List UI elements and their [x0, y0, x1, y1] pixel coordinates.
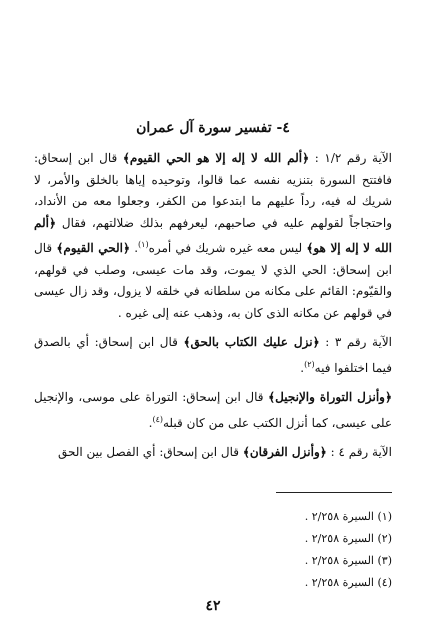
commentary-text: قال ابن إسحاق: أي الفصل بين الحق: [57, 445, 243, 459]
commentary-text: .: [300, 360, 305, 375]
footnote-ref: (١): [138, 240, 149, 249]
commentary-text: قال ابن إسحاق: الحي الذي لا يموت، وقد مات عيسى، وصلب في قولهم، والقيّوم: القائم على مكانه من سلطانه في خلقه لا يزول، وقد زال عيسى في قولهم عن مكانه الذى كان به، وذهب عنه إلى غيره .: [34, 241, 392, 320]
verse-quote: ﴿وأنزل التوراة والإنجيل﴾: [268, 390, 392, 404]
verse-number: الآية رقم ٣ :: [319, 335, 393, 349]
verse-quote: ﴿ألم الله لا إله إلا هو﴾: [34, 215, 392, 255]
verse-number: الآية رقم ١/٢ :: [309, 151, 393, 165]
footnote: (٣) السيرة ٢/٢٥٨ .: [304, 554, 392, 567]
commentary-text: ليس معه غيره شريك في أمره: [148, 241, 307, 255]
commentary-text: قال ابن إسحاق: فافتتح السورة بتنزيه نفسه عما قالوا، وتوحيده إياها بالخلق والأمر، لا شريك له فيه، رداً عليهم ما ابتدعوا من الكفر، وجعلوا معه من الأنداد، واحتجاجاً لقولهم عليه في صاحبهم، ليعرفهم بذلك ضلالتهم، فقال: [34, 151, 392, 230]
page-number: ٤٢: [205, 598, 221, 614]
paragraph-verse-3: [34, 332, 392, 379]
paragraph-torah-injil: [34, 387, 392, 434]
footnote-ref: (٢): [304, 359, 315, 369]
commentary-body: [34, 148, 392, 472]
verse-quote: ﴿ألم الله لا إله إلا هو الحي القيوم﴾: [122, 151, 310, 165]
commentary-text: .: [130, 241, 139, 255]
footnote-ref: (٤): [152, 414, 163, 424]
footnote: (٢) السيرة ٢/٢٥٨ .: [304, 532, 392, 545]
verse-quote: ﴿نزل عليك الكتاب بالحق﴾: [183, 335, 320, 349]
section-heading: ٤- تفسير سورة آل عمران: [136, 120, 290, 136]
verse-quote: ﴿الحي القيوم﴾: [56, 241, 130, 255]
commentary-text: قال ابن إسحاق: أي بالصدق فيما اختلفوا فيه: [34, 335, 392, 375]
commentary-text: .: [148, 415, 153, 430]
paragraph-verse-4: [34, 442, 392, 464]
footnotes: [192, 506, 392, 594]
paragraph-verse-1-2: [34, 148, 392, 324]
footnote: (١) السيرة ٢/٢٥٨ .: [304, 510, 392, 523]
commentary-text: قال ابن إسحاق: التوراة على موسى، والإنجيل على عيسى، كما أنزل الكتب على من كان قبله: [34, 390, 392, 430]
footnote-divider: [276, 492, 392, 493]
verse-number: الآية رقم ٤ :: [326, 445, 392, 459]
verse-quote: ﴿وأنزل الفرقان﴾: [242, 445, 327, 459]
footnote: (٤) السيرة ٢/٢٥٨ .: [304, 576, 392, 589]
